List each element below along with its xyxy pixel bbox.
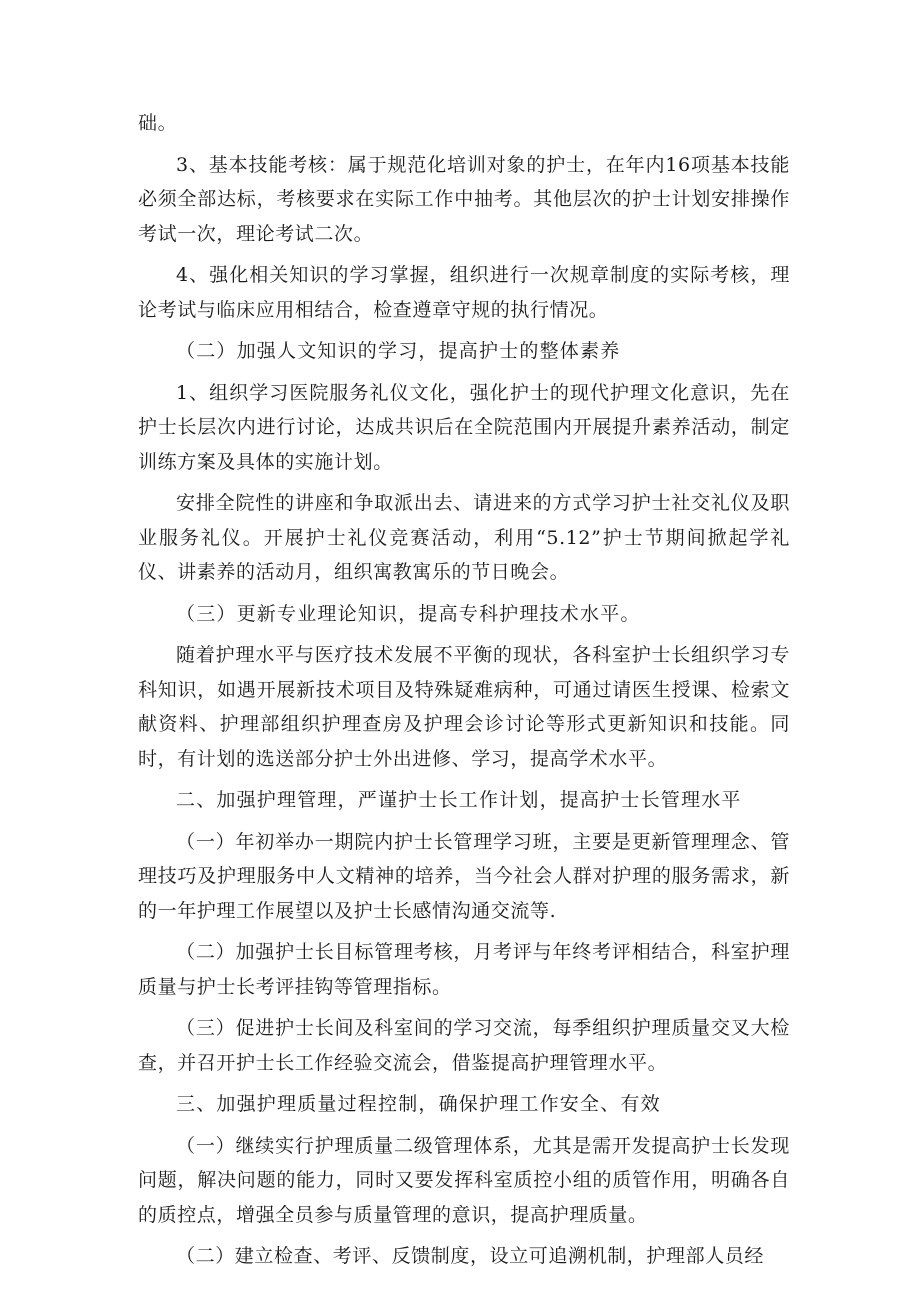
paragraph-quality-system: （一）继续实行护理质量二级管理体系，尤其是需开发提高护士长发现问题，解决问题的能力，同时又要发挥科室质控小组的质管作用，明确各自的质控点，增强全员参与质量管理的意识，提高护理质量。 [138,1134,790,1226]
paragraph-target-management: （二）加强护士长目标管理考核，月考评与年终考评相结合，科室护理质量与护士长考评挂钩等管理指标。 [138,941,790,998]
paragraph-management-class: （一）年初举办一期院内护士长管理学习班，主要是更新管理理念、管理技巧及护理服务中人文精神的培养，当今社会人群对护理的服务需求，新的一年护理工作展望以及护士长感情沟通交流等. [138,830,790,922]
paragraph-lectures-competition: 安排全院性的讲座和争取派出去、请进来的方式学习护士社交礼仪及职业服务礼仪。开展护士礼仪竞赛活动，利用“5.12”护士节期间掀起学礼仪、讲素养的活动月，组织寓教寓乐的节日晚会。 [138,492,790,583]
document-body [138,106,790,1281]
section-heading-quality-control: 三、加强护理质量过程控制，确保护理工作安全、有效 [176,1093,661,1115]
section-heading-professional-theory: （三）更新专业理论知识，提高专科护理技术水平。 [176,602,641,625]
section-heading-humanities: （二）加强人文知识的学习，提高护士的整体素养 [176,340,621,362]
section-heading-nursing-management: 二、加强护理管理，严谨护士长工作计划，提高护士长管理水平 [176,789,742,811]
paragraph-etiquette-culture: 1、组织学习医院服务礼仪文化，强化护士的现代护理文化意识，先在护士长层次内进行讨论，达成共识后在全院范围内开展提升素养活动，制定训练方案及具体的实施计划。 [138,381,790,473]
paragraph-basic-skill-assessment: 3、基本技能考核：属于规范化培训对象的护士，在年内16项基本技能必须全部达标，考核要求在实际工作中抽考。其他层次的护士计划安排操作考试一次，理论考试二次。 [138,153,790,245]
paragraph-exchange: （三）促进护士长间及科室间的学习交流，每季组织护理质量交叉大检查，并召开护士长工作经验交流会，借鉴提高护理管理水平。 [138,1017,790,1074]
paragraph-inspection-system: （二）建立检查、考评、反馈制度，设立可追溯机制，护理部人员经 [176,1245,765,1267]
paragraph-rules-assessment: 4、强化相关知识的学习掌握，组织进行一次规章制度的实际考核，理论考试与临床应用相结合，检查遵章守规的执行情况。 [138,264,790,321]
continuation-paragraph: 础。 [138,112,178,134]
paragraph-specialty-knowledge: 随着护理水平与医疗技术发展不平衡的现状，各科室护士长组织学习专科知识，如遇开展新技术项目及特殊疑难病种，可通过请医生授课、检索文献资料、护理部组织护理查房及护理会诊讨论等形式更新知识和技能。同时，有计划的选送部分护士外出进修、学习，提高学术水平。 [138,644,790,770]
